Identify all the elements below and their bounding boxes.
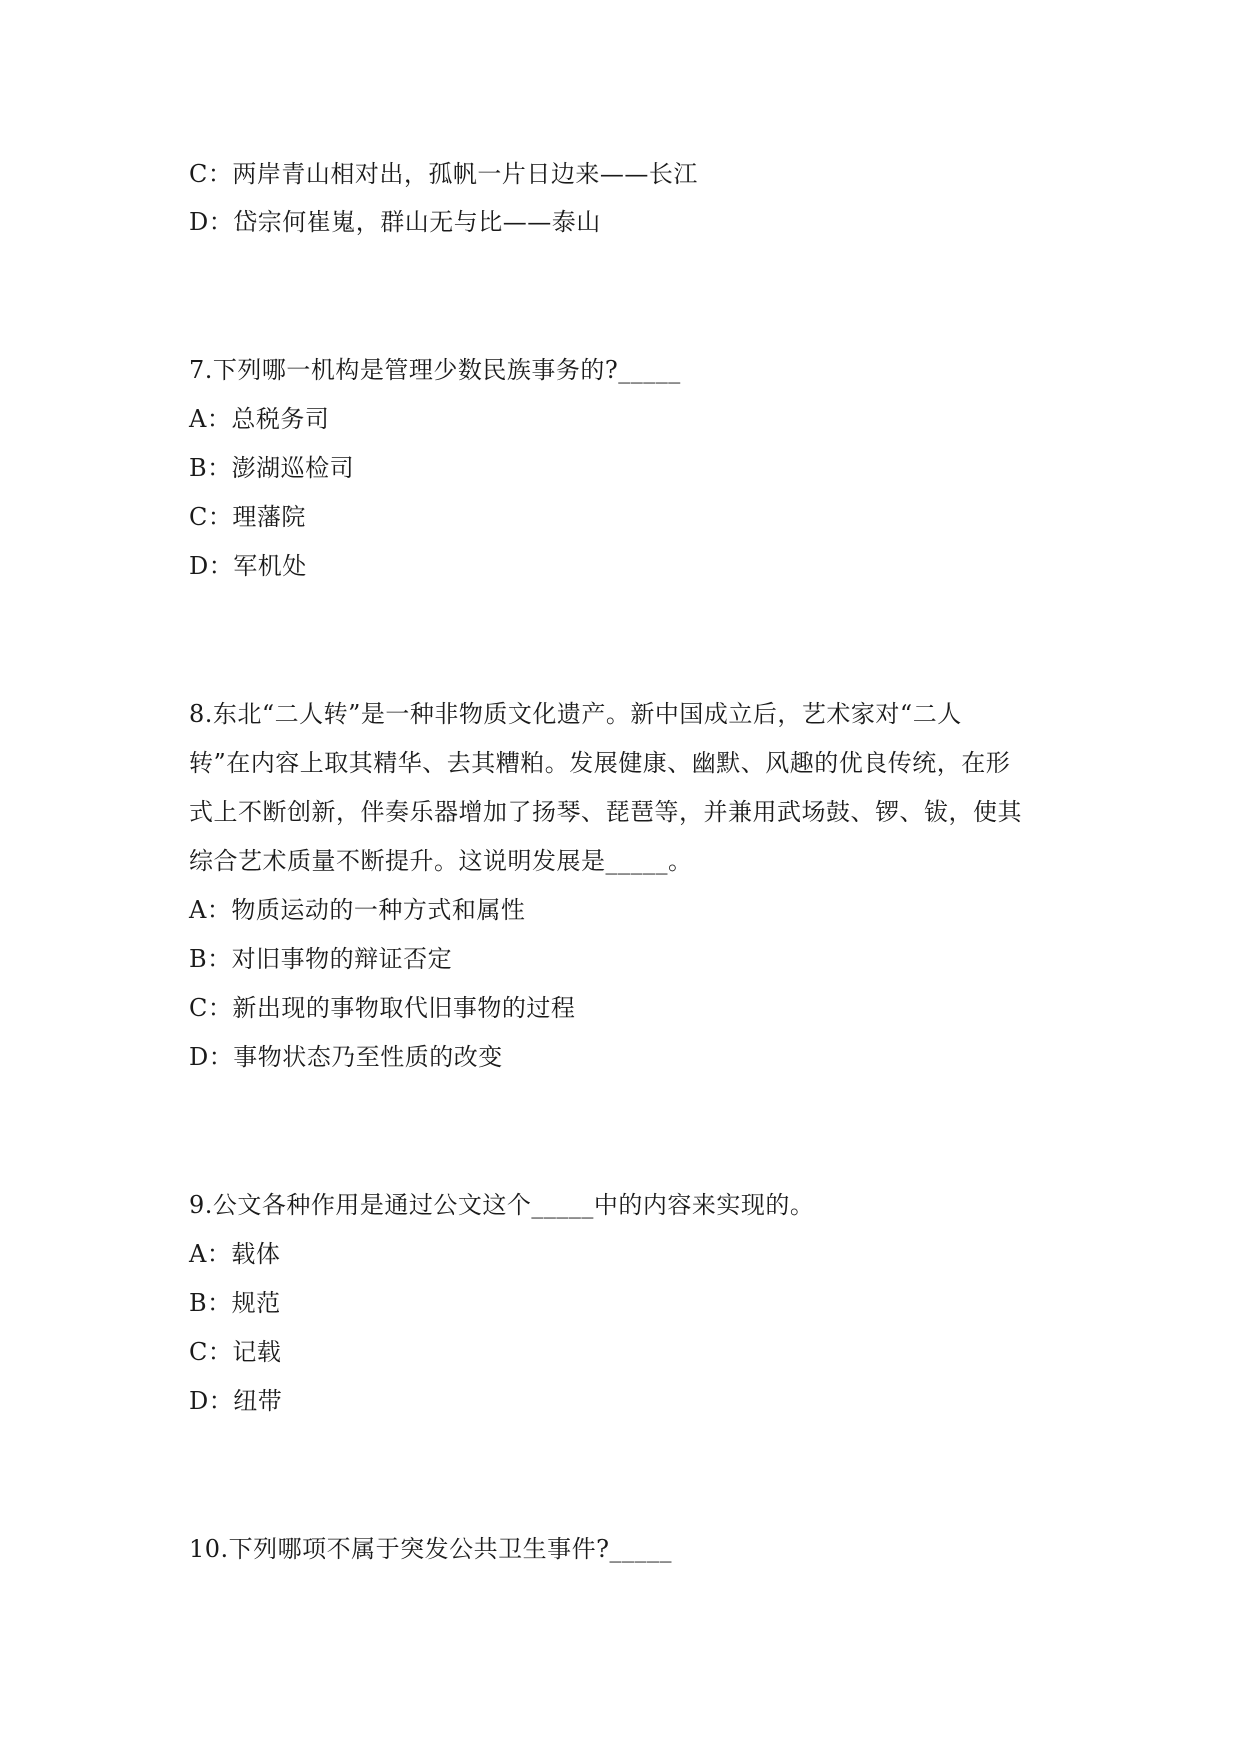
q8-option-c: C：新出现的事物取代旧事物的过程 (189, 994, 576, 1022)
q6-option-c: C：两岸青山相对出，孤帆一片日边来——长江 (189, 160, 698, 188)
q9-option-a: A：载体 (189, 1240, 281, 1268)
q7-option-c: C：理藩院 (189, 503, 306, 531)
q8-option-a: A：物质运动的一种方式和属性 (189, 896, 526, 924)
q7-option-b: B：澎湖巡检司 (189, 454, 355, 482)
q8-stem-line-2: 转”在内容上取其精华、去其糟粕。发展健康、幽默、风趣的优良传统，在形 (189, 749, 1011, 777)
q7-option-a: A：总税务司 (189, 405, 330, 433)
q9-option-b: B：规范 (189, 1289, 281, 1317)
q9-option-c: C：记载 (189, 1338, 282, 1366)
q7-option-d: D：军机处 (189, 552, 307, 580)
q7-stem: 7.下列哪一机构是管理少数民族事务的?_____ (189, 356, 681, 384)
q8-stem-line-3: 式上不断创新，伴奏乐器增加了扬琴、琵琶等，并兼用武场鼓、锣、钹，使其 (189, 798, 1022, 826)
q6-option-d: D：岱宗何崔嵬，群山无与比——泰山 (189, 208, 601, 236)
q8-stem-line-4: 综合艺术质量不断提升。这说明发展是_____。 (189, 847, 693, 875)
q8-stem-line-1: 8.东北“二人转”是一种非物质文化遗产。新中国成立后，艺术家对“二人 (189, 700, 962, 728)
q9-stem: 9.公文各种作用是通过公文这个_____中的内容来实现的。 (189, 1191, 815, 1219)
q8-option-b: B：对旧事物的辩证否定 (189, 945, 453, 973)
q10-stem: 10.下列哪项不属于突发公共卫生事件?_____ (189, 1535, 673, 1563)
q9-option-d: D：纽带 (189, 1387, 283, 1415)
q8-option-d: D：事物状态乃至性质的改变 (189, 1043, 503, 1071)
